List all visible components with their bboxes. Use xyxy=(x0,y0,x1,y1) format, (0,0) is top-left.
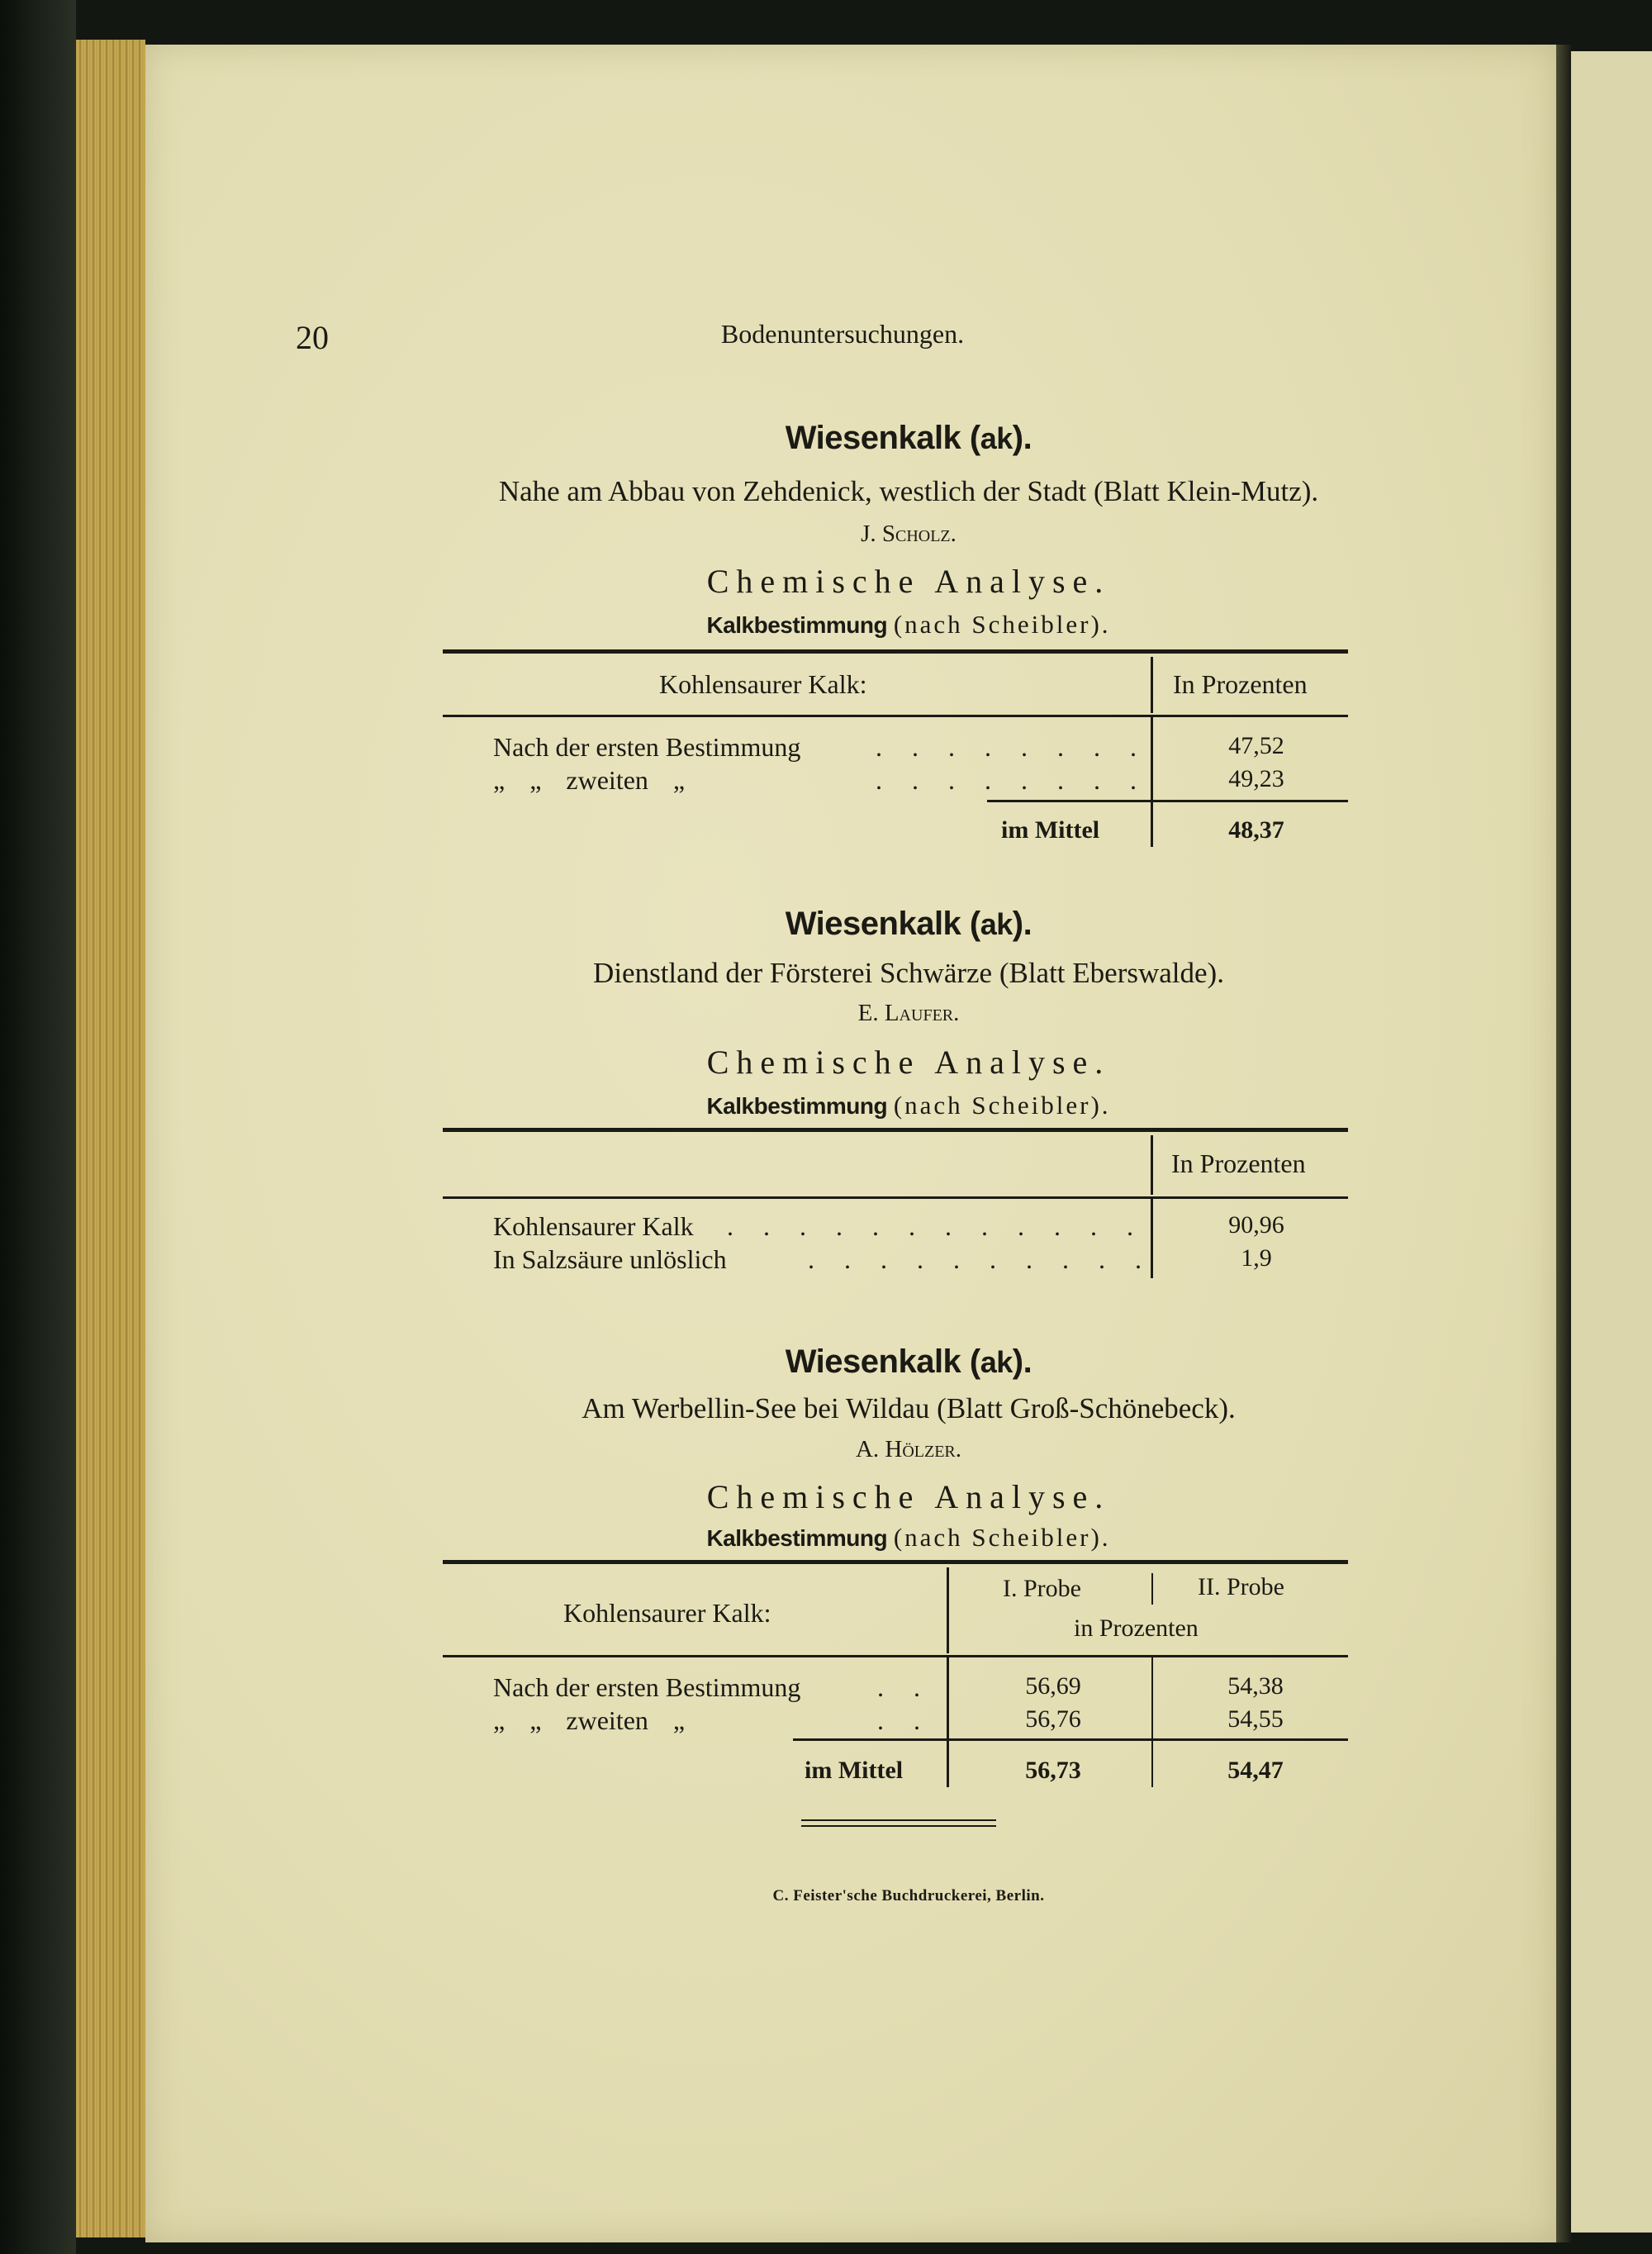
section-1-title: Wiesenkalk (ak). xyxy=(785,420,1032,456)
mean-value: 56,73 xyxy=(1025,1757,1081,1784)
table-rule-sum xyxy=(793,1738,1348,1741)
table-cell-value: 1,9 xyxy=(1241,1244,1272,1272)
printer-imprint: C. Feister'sche Buchdruckerei, Berlin. xyxy=(772,1887,1045,1904)
section-1-analysis-heading: Chemische Analyse. xyxy=(706,563,1111,600)
table-divider-probe xyxy=(1151,1657,1153,1738)
page-gutter xyxy=(1556,45,1571,2242)
section-2-kalk-line: Kalkbestimmung (nach Scheibler). xyxy=(706,1091,1111,1120)
table-divider xyxy=(947,1741,949,1787)
table-divider xyxy=(1151,802,1153,847)
end-rule xyxy=(801,1819,996,1821)
table-rule-top xyxy=(443,649,1348,654)
table-rule-header xyxy=(443,1655,1348,1657)
table-cell-value: 56,69 xyxy=(1025,1672,1081,1700)
table-divider-probe xyxy=(1151,1573,1153,1605)
section-3-analysis-heading: Chemische Analyse. xyxy=(706,1478,1111,1515)
table-cell-value: 90,96 xyxy=(1228,1211,1284,1239)
section-3-title: Wiesenkalk (ak). xyxy=(785,1343,1032,1380)
mean-value: 54,47 xyxy=(1227,1757,1284,1784)
column-header-kalk: Kohlensaurer Kalk: xyxy=(659,669,867,699)
table-row-label: „ „ zweiten „ xyxy=(493,1705,686,1735)
table-cell-value: 54,38 xyxy=(1227,1672,1284,1700)
table-row-label: In Salzsäure unlöslich xyxy=(493,1244,727,1274)
table-divider xyxy=(947,1567,949,1653)
column-header-kalk: Kohlensaurer Kalk: xyxy=(563,1598,771,1628)
table-rule-sum xyxy=(987,800,1348,802)
table-row-label: Nach der ersten Bestimmung xyxy=(493,732,801,762)
page-edges xyxy=(76,40,145,2237)
table-divider xyxy=(1151,657,1153,713)
table-row-label: „ „ zweiten „ xyxy=(493,765,686,795)
section-2-location: Dienstland der Försterei Schwärze (Blatt Eberswalde). xyxy=(593,957,1224,989)
table-cell-value: 49,23 xyxy=(1228,765,1284,792)
table-row-dots: . . . . . . . . xyxy=(876,765,1148,795)
section-2-analysis-heading: Chemische Analyse. xyxy=(706,1044,1111,1081)
column-header-prozent: In Prozenten xyxy=(1171,1148,1306,1178)
table-rule-top xyxy=(443,1560,1348,1564)
page-sheet xyxy=(145,45,1556,2242)
table-rule-header xyxy=(443,1196,1348,1199)
table-row-dots: . . xyxy=(877,1672,932,1702)
page-number: 20 xyxy=(296,319,329,356)
column-header-unit: in Prozenten xyxy=(1074,1614,1199,1642)
table-cell-value: 56,76 xyxy=(1025,1705,1081,1733)
table-divider-probe xyxy=(1151,1741,1153,1787)
table-divider xyxy=(1151,1135,1153,1195)
section-3-author: A. Hölzer. xyxy=(855,1436,962,1462)
table-row-dots: . . . . . . . . . . xyxy=(808,1244,1153,1274)
table-row-label: Nach der ersten Bestimmung xyxy=(493,1672,801,1702)
mean-value: 48,37 xyxy=(1228,816,1284,844)
table-divider xyxy=(947,1657,949,1738)
table-rule-header xyxy=(443,715,1348,717)
mean-label: im Mittel xyxy=(1001,816,1100,844)
section-1-kalk-line: Kalkbestimmung (nach Scheibler). xyxy=(706,610,1111,639)
table-rule-top xyxy=(443,1128,1348,1132)
column-header-prozent: In Prozenten xyxy=(1173,669,1308,699)
section-1-author: J. Scholz. xyxy=(861,521,957,547)
section-2-author: E. Laufer. xyxy=(857,1000,960,1026)
mean-label: im Mittel xyxy=(805,1757,904,1784)
table-row-dots: . . xyxy=(877,1705,932,1735)
table-divider xyxy=(1151,717,1153,800)
table-cell-value: 47,52 xyxy=(1228,732,1284,759)
table-row-dots: . . . . . . . . . . . . xyxy=(727,1211,1145,1241)
section-1-location: Nahe am Abbau von Zehdenick, westlich der Stadt (Blatt Klein-Mutz). xyxy=(498,475,1319,507)
table-row-label: Kohlensaurer Kalk xyxy=(493,1211,694,1241)
column-header-probe-2: II. Probe xyxy=(1198,1573,1284,1600)
section-2-title: Wiesenkalk (ak). xyxy=(785,906,1032,942)
table-cell-value: 54,55 xyxy=(1227,1705,1284,1733)
section-3-kalk-line: Kalkbestimmung (nach Scheibler). xyxy=(706,1523,1111,1552)
running-title: Bodenuntersuchungen. xyxy=(720,319,965,349)
section-3-location: Am Werbellin-See bei Wildau (Blatt Groß-Schönebeck). xyxy=(582,1392,1236,1424)
end-rule xyxy=(801,1825,996,1827)
column-header-probe-1: I. Probe xyxy=(1003,1575,1081,1602)
table-row-dots: . . . . . . . . xyxy=(876,732,1148,762)
next-page-edge xyxy=(1571,51,1652,2233)
